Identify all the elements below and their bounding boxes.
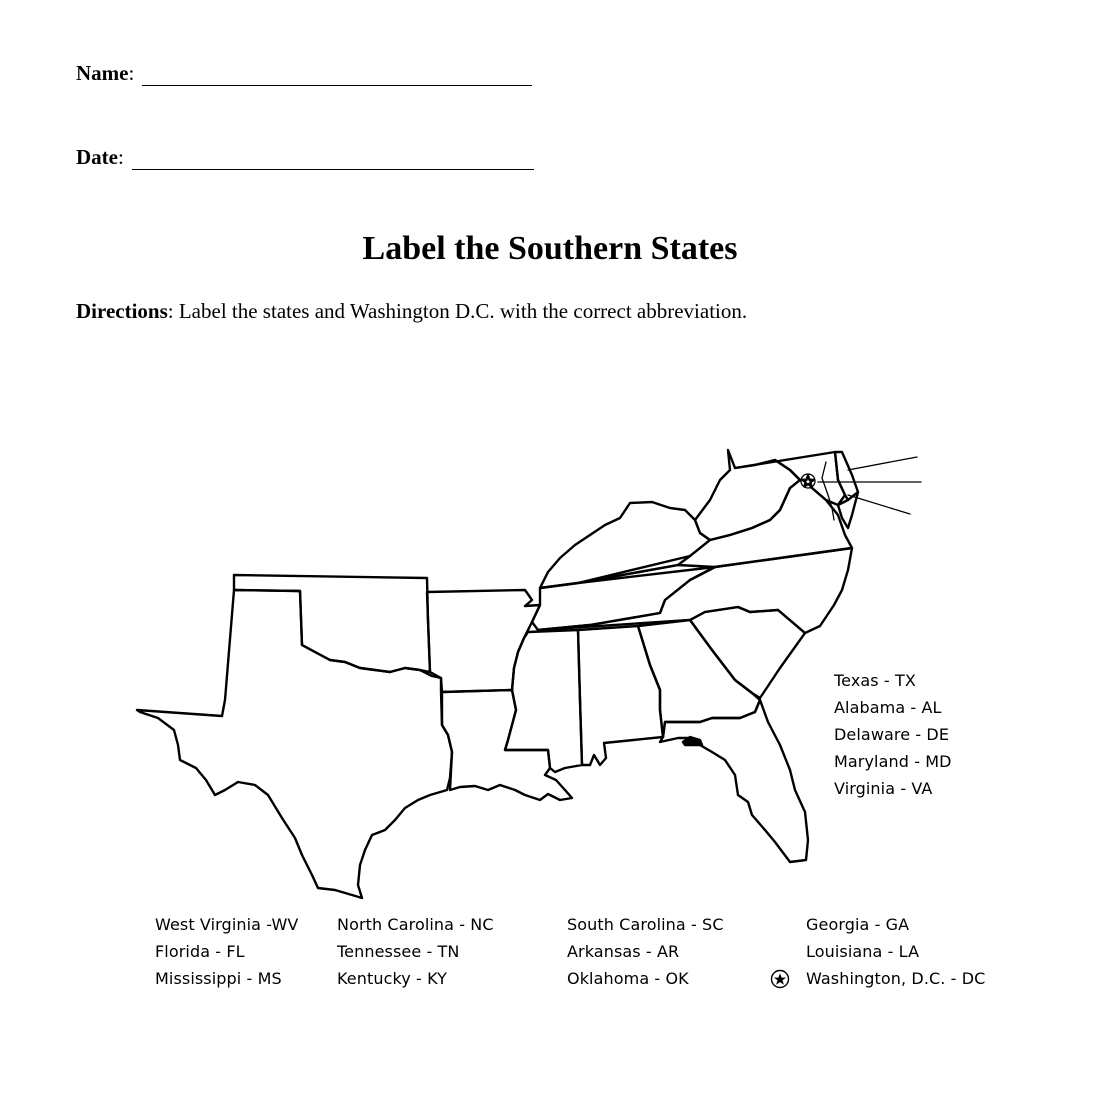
legend-column-1 <box>155 915 298 989</box>
state-georgia[interactable] <box>638 620 760 737</box>
legend-item: Louisiana - LA <box>806 942 920 961</box>
legend-item: Georgia - GA <box>806 915 910 934</box>
leader-line-maryland <box>848 495 910 514</box>
legend-item: Texas - TX <box>834 671 916 690</box>
page-title: Label the Southern States <box>362 230 738 267</box>
date-label: Date <box>76 145 118 169</box>
legend-item: Arkansas - AR <box>567 942 680 961</box>
leader-line-delaware <box>848 457 917 470</box>
legend-item: West Virginia -WV <box>155 915 299 934</box>
legend-item: Delaware - DE <box>834 725 950 744</box>
legend-item: Washington, D.C. - DC <box>806 969 986 988</box>
legend-item: Virginia - VA <box>834 779 933 798</box>
state-south-carolina[interactable] <box>690 607 805 698</box>
dc-marker-icon <box>801 474 815 488</box>
legend-item: Maryland - MD <box>834 752 952 771</box>
legend-item: Mississippi - MS <box>155 969 282 988</box>
legend-right <box>834 671 952 799</box>
legend-item: Tennessee - TN <box>337 942 460 961</box>
state-florida[interactable] <box>660 700 808 862</box>
state-west-virginia[interactable] <box>695 450 800 540</box>
date-field: Date : <box>76 145 534 170</box>
directions-label: Directions <box>76 299 168 323</box>
legend-item: South Carolina - SC <box>567 915 724 934</box>
legend-item: Alabama - AL <box>834 698 942 717</box>
name-label: Name <box>76 61 129 85</box>
name-field: Name : <box>76 61 532 86</box>
state-mississippi[interactable] <box>505 630 582 772</box>
legend-item: Kentucky - KY <box>337 969 447 988</box>
state-alabama[interactable] <box>578 626 663 765</box>
state-north-carolina[interactable] <box>538 548 852 633</box>
state-delaware[interactable] <box>835 452 858 500</box>
legend-item: Oklahoma - OK <box>567 969 689 988</box>
directions-text: : Label the states and Washington D.C. with the correct abbreviation. <box>167 299 748 323</box>
chesapeake-bay <box>822 462 834 520</box>
state-texas[interactable] <box>137 590 452 898</box>
legend-item: North Carolina - NC <box>337 915 494 934</box>
circled-star-icon <box>770 969 790 989</box>
state-virginia[interactable] <box>578 480 852 583</box>
legend-column-4 <box>806 915 985 989</box>
state-oklahoma[interactable] <box>234 575 430 672</box>
legend-column-2 <box>337 915 494 989</box>
legend-item: Florida - FL <box>155 942 245 961</box>
legend-column-3 <box>567 915 724 989</box>
